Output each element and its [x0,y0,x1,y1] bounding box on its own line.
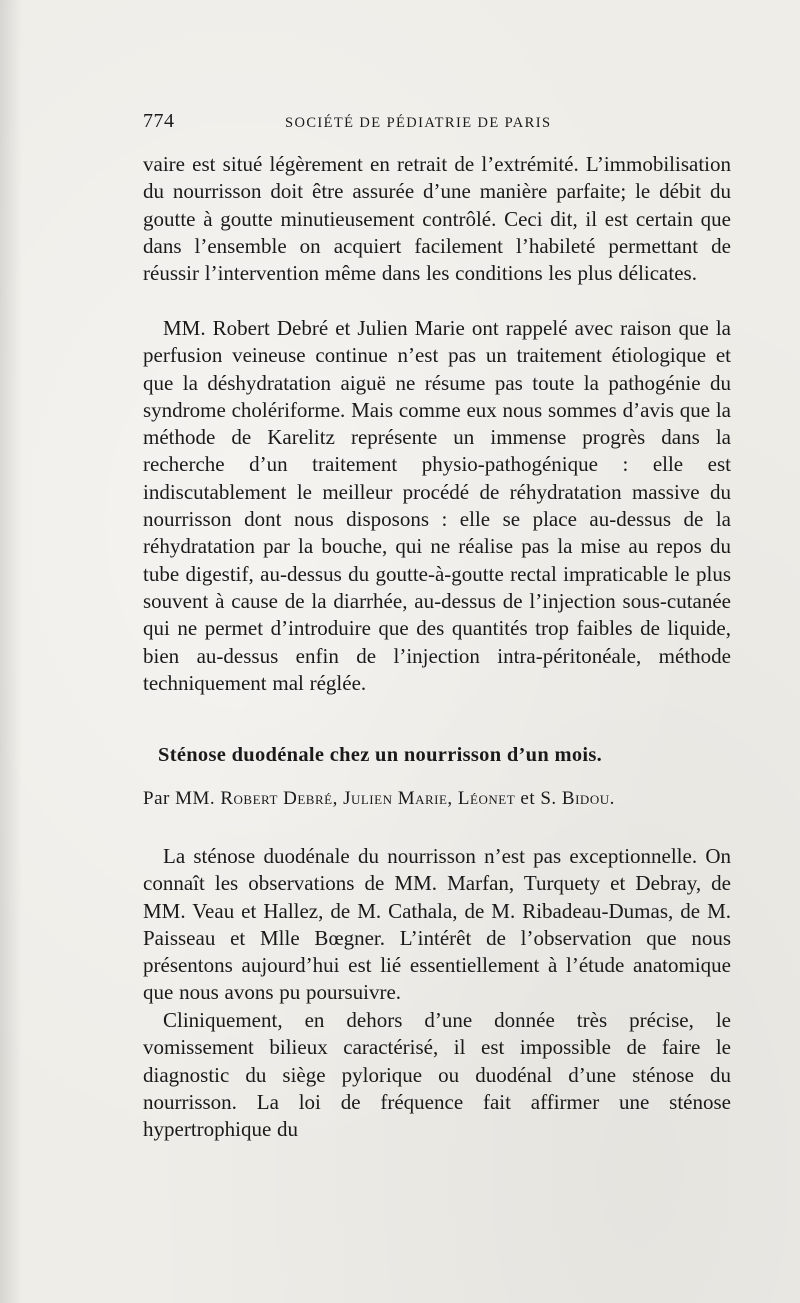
running-head: SOCIÉTÉ DE PÉDIATRIE DE PARIS [285,115,552,131]
paragraph-text: vaire est situé légèrement en retrait de l’extrémité. L’immobilisation du nourrisson doit être assurée d’une manière parfaite; le débit du goutte à goutte minutieusement contrôlé. Ceci dit, il est certain que dans l’ensemble on acquiert facilement l’habileté permettant de réussir l’intervention même dans les conditions les plus délicates. [143,152,731,286]
binding-shadow [0,0,22,1303]
article-paragraph-1 [143,843,731,1007]
article-authors [143,788,731,810]
article-title: Sténose duodénale chez un nourrisson d’un mois. [158,744,603,766]
authors-and: et [520,788,536,809]
article-paragraph-2 [143,1007,731,1143]
paragraph-text: Cliniquement, en dehors d’une donnée très précise, le vomissement bilieux caractérisé, il est impossible de faire le diagnostic du siège pylorique ou duodénal d’une sténose du nourrisson. La loi de fréquence fait affirmer une sténose hypertrophique du [143,1008,731,1142]
authors-names: Robert Debré, Julien Marie, Léonet [220,788,516,809]
page-number: 774 [143,110,175,132]
paragraph-text: La sténose duodénale du nourrisson n’est pas exceptionnelle. On connaît les observations de MM. Marfan, Turquety et Debray, de MM. Veau et Hallez, de M. Cathala, de M. Ribadeau-Dumas, de M. Paisseau et Mlle Bœgner. L’intérêt de l’observation que nous présentons aujourd’hui est lié essentiellement à l’étude anatomique que nous avons pu poursuivre. [143,844,731,1005]
authors-last: S. Bidou. [540,788,615,809]
authors-prefix: Par MM. [143,788,216,809]
body-paragraph-2 [143,315,731,697]
page-header [143,110,731,140]
body-paragraph-1 [143,151,731,287]
paragraph-text: MM. Robert Debré et Julien Marie ont rappelé avec raison que la perfusion veineuse continue n’est pas un traitement étiologique et que la déshydratation aiguë ne résume pas toute la pathogénie du syndrome cholériforme. Mais comme eux nous sommes d’avis que la méthode de Karelitz représente un immense progrès dans la recherche d’un traitement physio-pathogénique : elle est indiscutablement le meilleur procédé de réhydratation massive du nourrisson dont nous disposons : elle se place au-dessus de la réhydratation par la bouche, qui ne réalise pas la mise au repos du tube digestif, au-dessus du goutte-à-goutte rectal impraticable le plus souvent à cause de la diarrhée, au-dessus de l’injection sous-cutanée qui ne permet d’introduire que des quantités trop faibles de liquide, bien au-dessus enfin de l’injection intra-péritonéale, méthode techniquement mal réglée. [143,316,731,695]
